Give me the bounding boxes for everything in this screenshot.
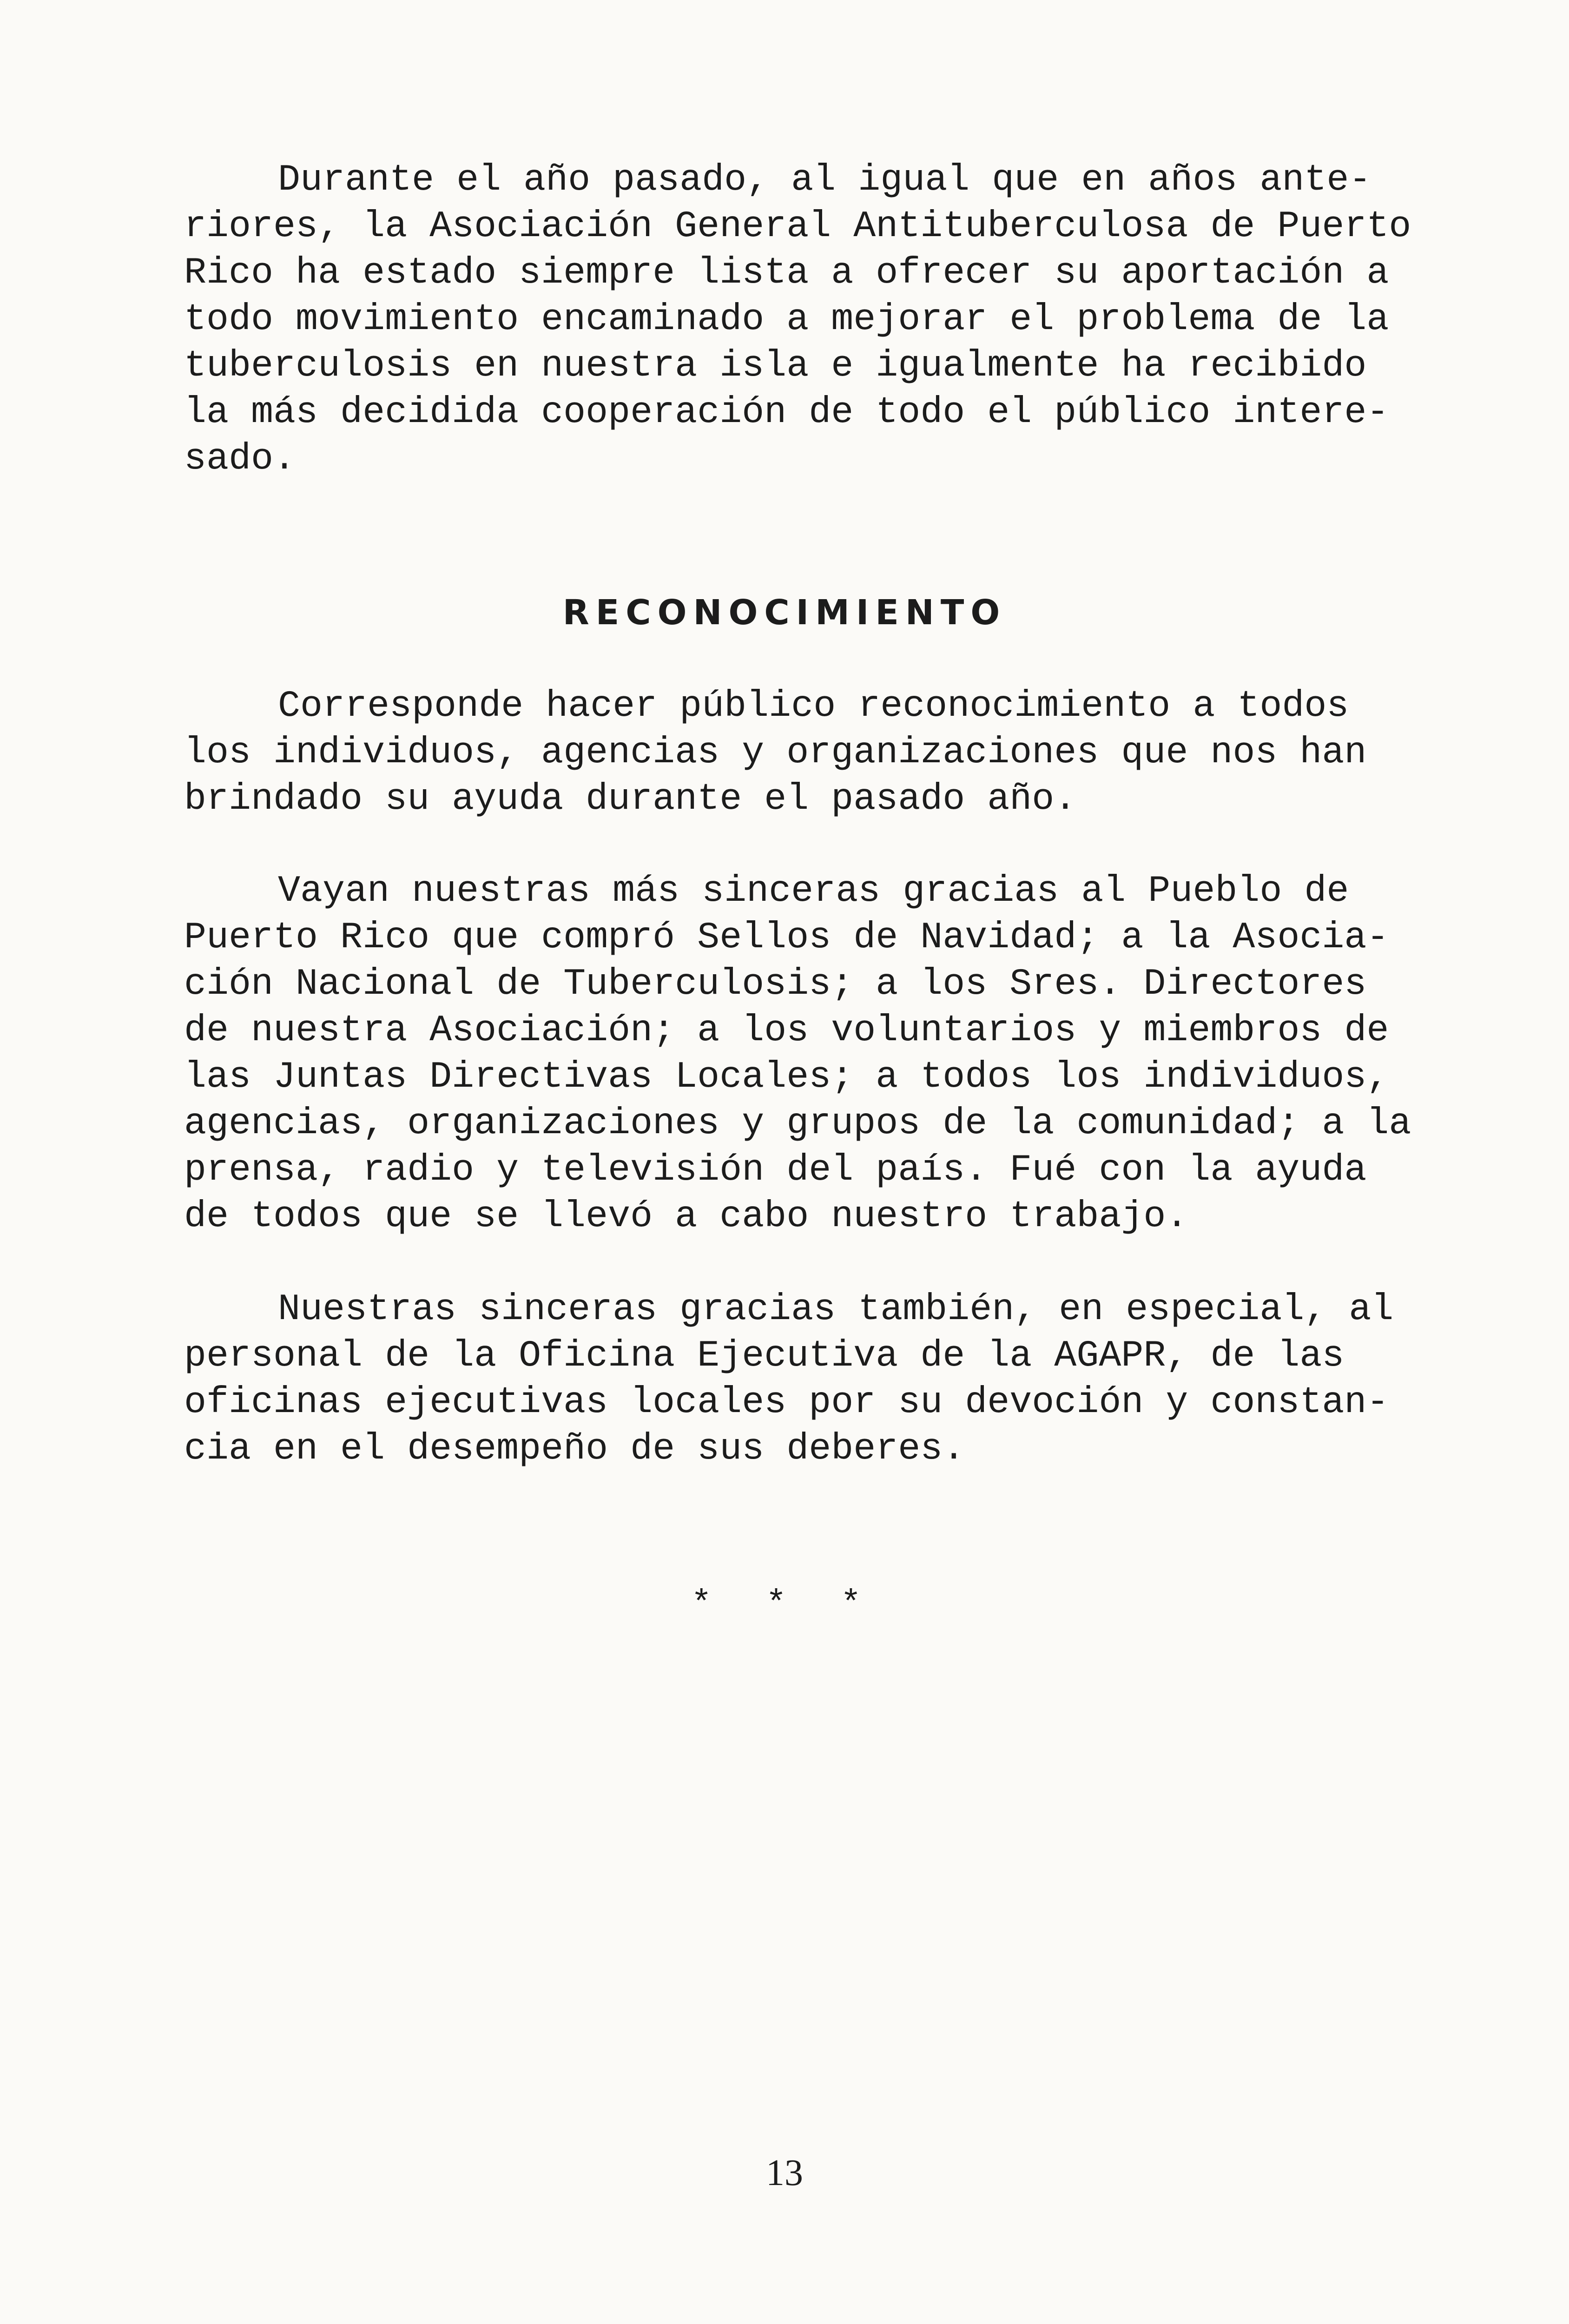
text-line: personal de la Oficina Ejecutiva de la AGAPR, de las xyxy=(184,1335,1345,1377)
text-line: brindado su ayuda durante el pasado año. xyxy=(184,778,1077,820)
text-line: Corresponde hacer público reconocimiento a todos xyxy=(278,685,1349,727)
page-number: 13 xyxy=(766,2152,803,2193)
text-line: cia en el desempeño de sus deberes. xyxy=(184,1428,965,1470)
text-line: tuberculosis en nuestra isla e igualmente ha recibido xyxy=(184,345,1367,387)
text-line: sado. xyxy=(184,438,296,480)
text-line: Durante el año pasado, al igual que en años ante- xyxy=(278,159,1371,201)
text-line: Vayan nuestras más sinceras gracias al Pueblo de xyxy=(278,870,1349,912)
text-line: prensa, radio y televisión del país. Fué con la ayuda xyxy=(184,1149,1367,1191)
text-line: riores, la Asociación General Antituberculosa de Puerto xyxy=(184,205,1411,248)
text-line: los individuos, agencias y organizaciones que nos han xyxy=(184,732,1367,774)
text-line: de nuestra Asociación; a los voluntarios y miembros de xyxy=(184,1010,1389,1052)
section-separator: * * * xyxy=(691,1585,878,1624)
text-line: Rico ha estado siempre lista a ofrecer su aportación a xyxy=(184,252,1389,294)
text-line: agencias, organizaciones y grupos de la comunidad; a la xyxy=(184,1103,1411,1145)
text-line: Nuestras sinceras gracias también, en especial, al xyxy=(278,1288,1394,1331)
text-line: Puerto Rico que compró Sellos de Navidad; a la Asocia- xyxy=(184,917,1389,959)
text-line: la más decidida cooperación de todo el público intere- xyxy=(184,391,1389,434)
text-line: de todos que se llevó a cabo nuestro trabajo. xyxy=(184,1195,1188,1238)
text-line: todo movimiento encaminado a mejorar el problema de la xyxy=(184,298,1389,341)
text-line: ción Nacional de Tuberculosis; a los Sres. Directores xyxy=(184,963,1367,1005)
text-line: oficinas ejecutivas locales por su devoción y constan- xyxy=(184,1381,1389,1424)
section-heading: RECONOCIMIENTO xyxy=(562,593,1007,633)
text-line: las Juntas Directivas Locales; a todos los individuos, xyxy=(184,1056,1389,1098)
